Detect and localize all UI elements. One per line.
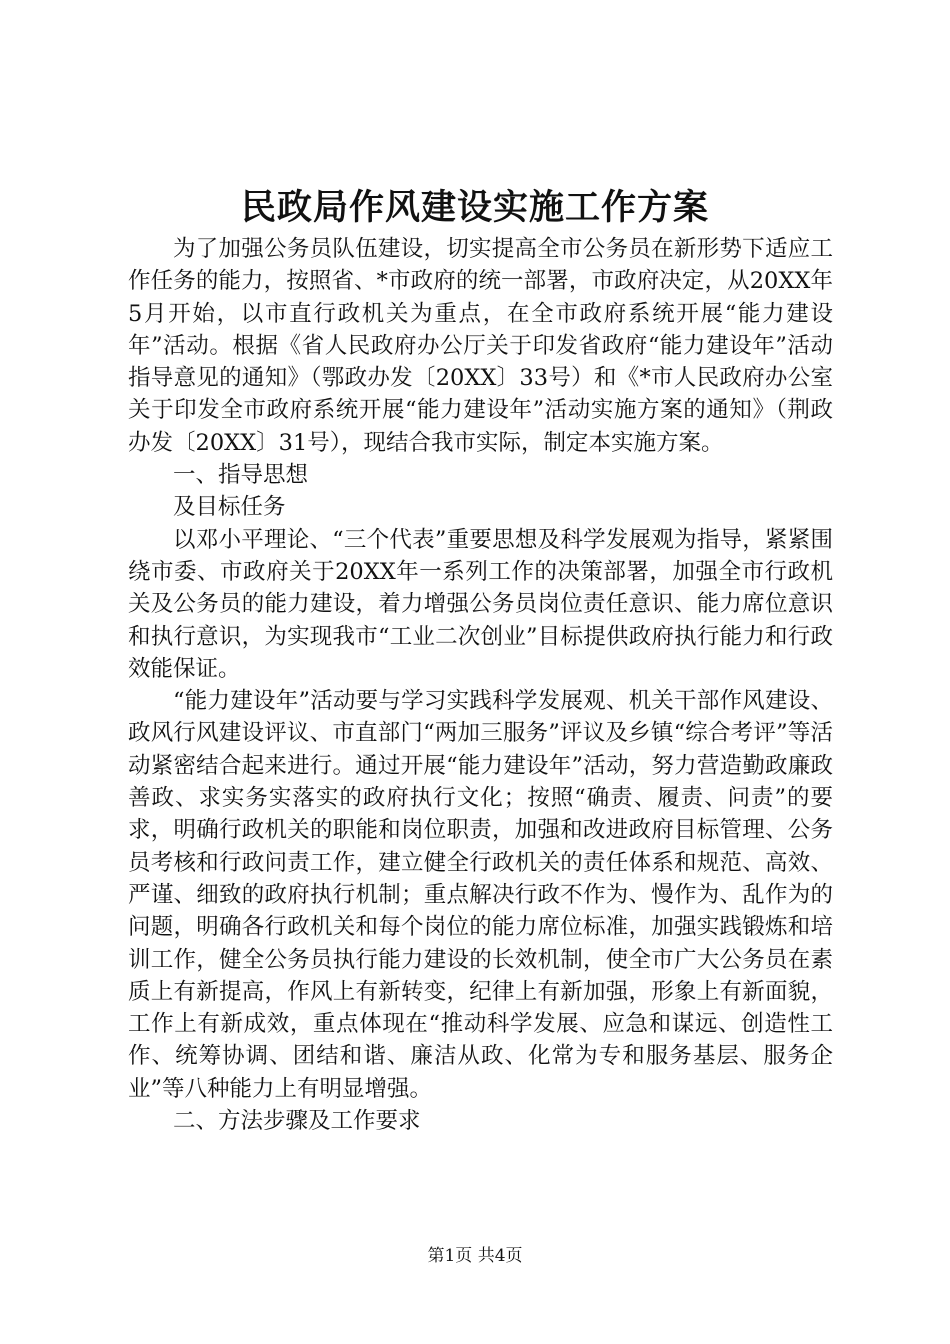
document-body (128, 233, 833, 1137)
document-title: 民政局作风建设实施工作方案 (240, 187, 709, 228)
section-heading-goals-tasks: 及目标任务 (173, 494, 286, 521)
paragraph-intro: 为了加强公务员队伍建设，切实提高全市公务员在新形势下适应工作任务的能力，按照省、*市政府的统一部署，市政府决定，从20XX年5月开始，以市直行政机关为重点，在全市政府系统开展“能力建设年”活动。根据《省人民政府办公厅关于印发省政府“能力建设年”活动指导意见的通知》（鄂政办发〔20XX〕33号）和《*市人民政府办公室关于印发全市政府系统开展“能力建设年”活动实施方案的通知》（荆政办发〔20XX〕31号），现结合我市实际，制定本实施方案。 (128, 236, 833, 456)
section-heading-guiding-ideology: 一、指导思想 (173, 462, 309, 489)
paragraph-capacity-building-year: “能力建设年”活动要与学习实践科学发展观、机关干部作风建设、政风行风建设评议、市直部门“两加三服务”评议及乡镇“综合考评”等活动紧密结合起来进行。通过开展“能力建设年”活动，努力营造勤政廉政善政、求实务实落实的政府执行文化；按照“确责、履责、问责”的要求，明确行政机关的职能和岗位职责，加强和改进政府目标管理、公务员考核和行政问责工作，建立健全行政机关的责任体系和规范、高效、严谨、细致的政府执行机制；重点解决行政不作为、慢作为、乱作为的问题，明确各行政机关和每个岗位的能力席位标准，加强实践锻炼和培训工作，健全公务员执行能力建设的长效机制，使全市广大公务员在素质上有新提高，作风上有新转变，纪律上有新加强，形象上有新面貌，工作上有新成效，重点体现在“推动科学发展、应急和谋远、创造性工作、统筹协调、团结和谐、廉洁从政、化常为专和服务基层、服务企业”等八种能力上有明显增强。 (128, 688, 833, 1102)
page-number-footer: 第1页 共4页 (427, 1246, 523, 1266)
paragraph-guiding-ideology: 以邓小平理论、“三个代表”重要思想及科学发展观为指导，紧紧围绕市委、市政府关于20XX年一系列工作的决策部署，加强全市行政机关及公务员的能力建设，着力增强公务员岗位责任意识、能力席位意识和执行意识，为实现我市“工业二次创业”目标提供政府执行能力和行政效能保证。 (128, 526, 833, 682)
section-heading-methods-steps: 二、方法步骤及工作要求 (173, 1108, 421, 1135)
